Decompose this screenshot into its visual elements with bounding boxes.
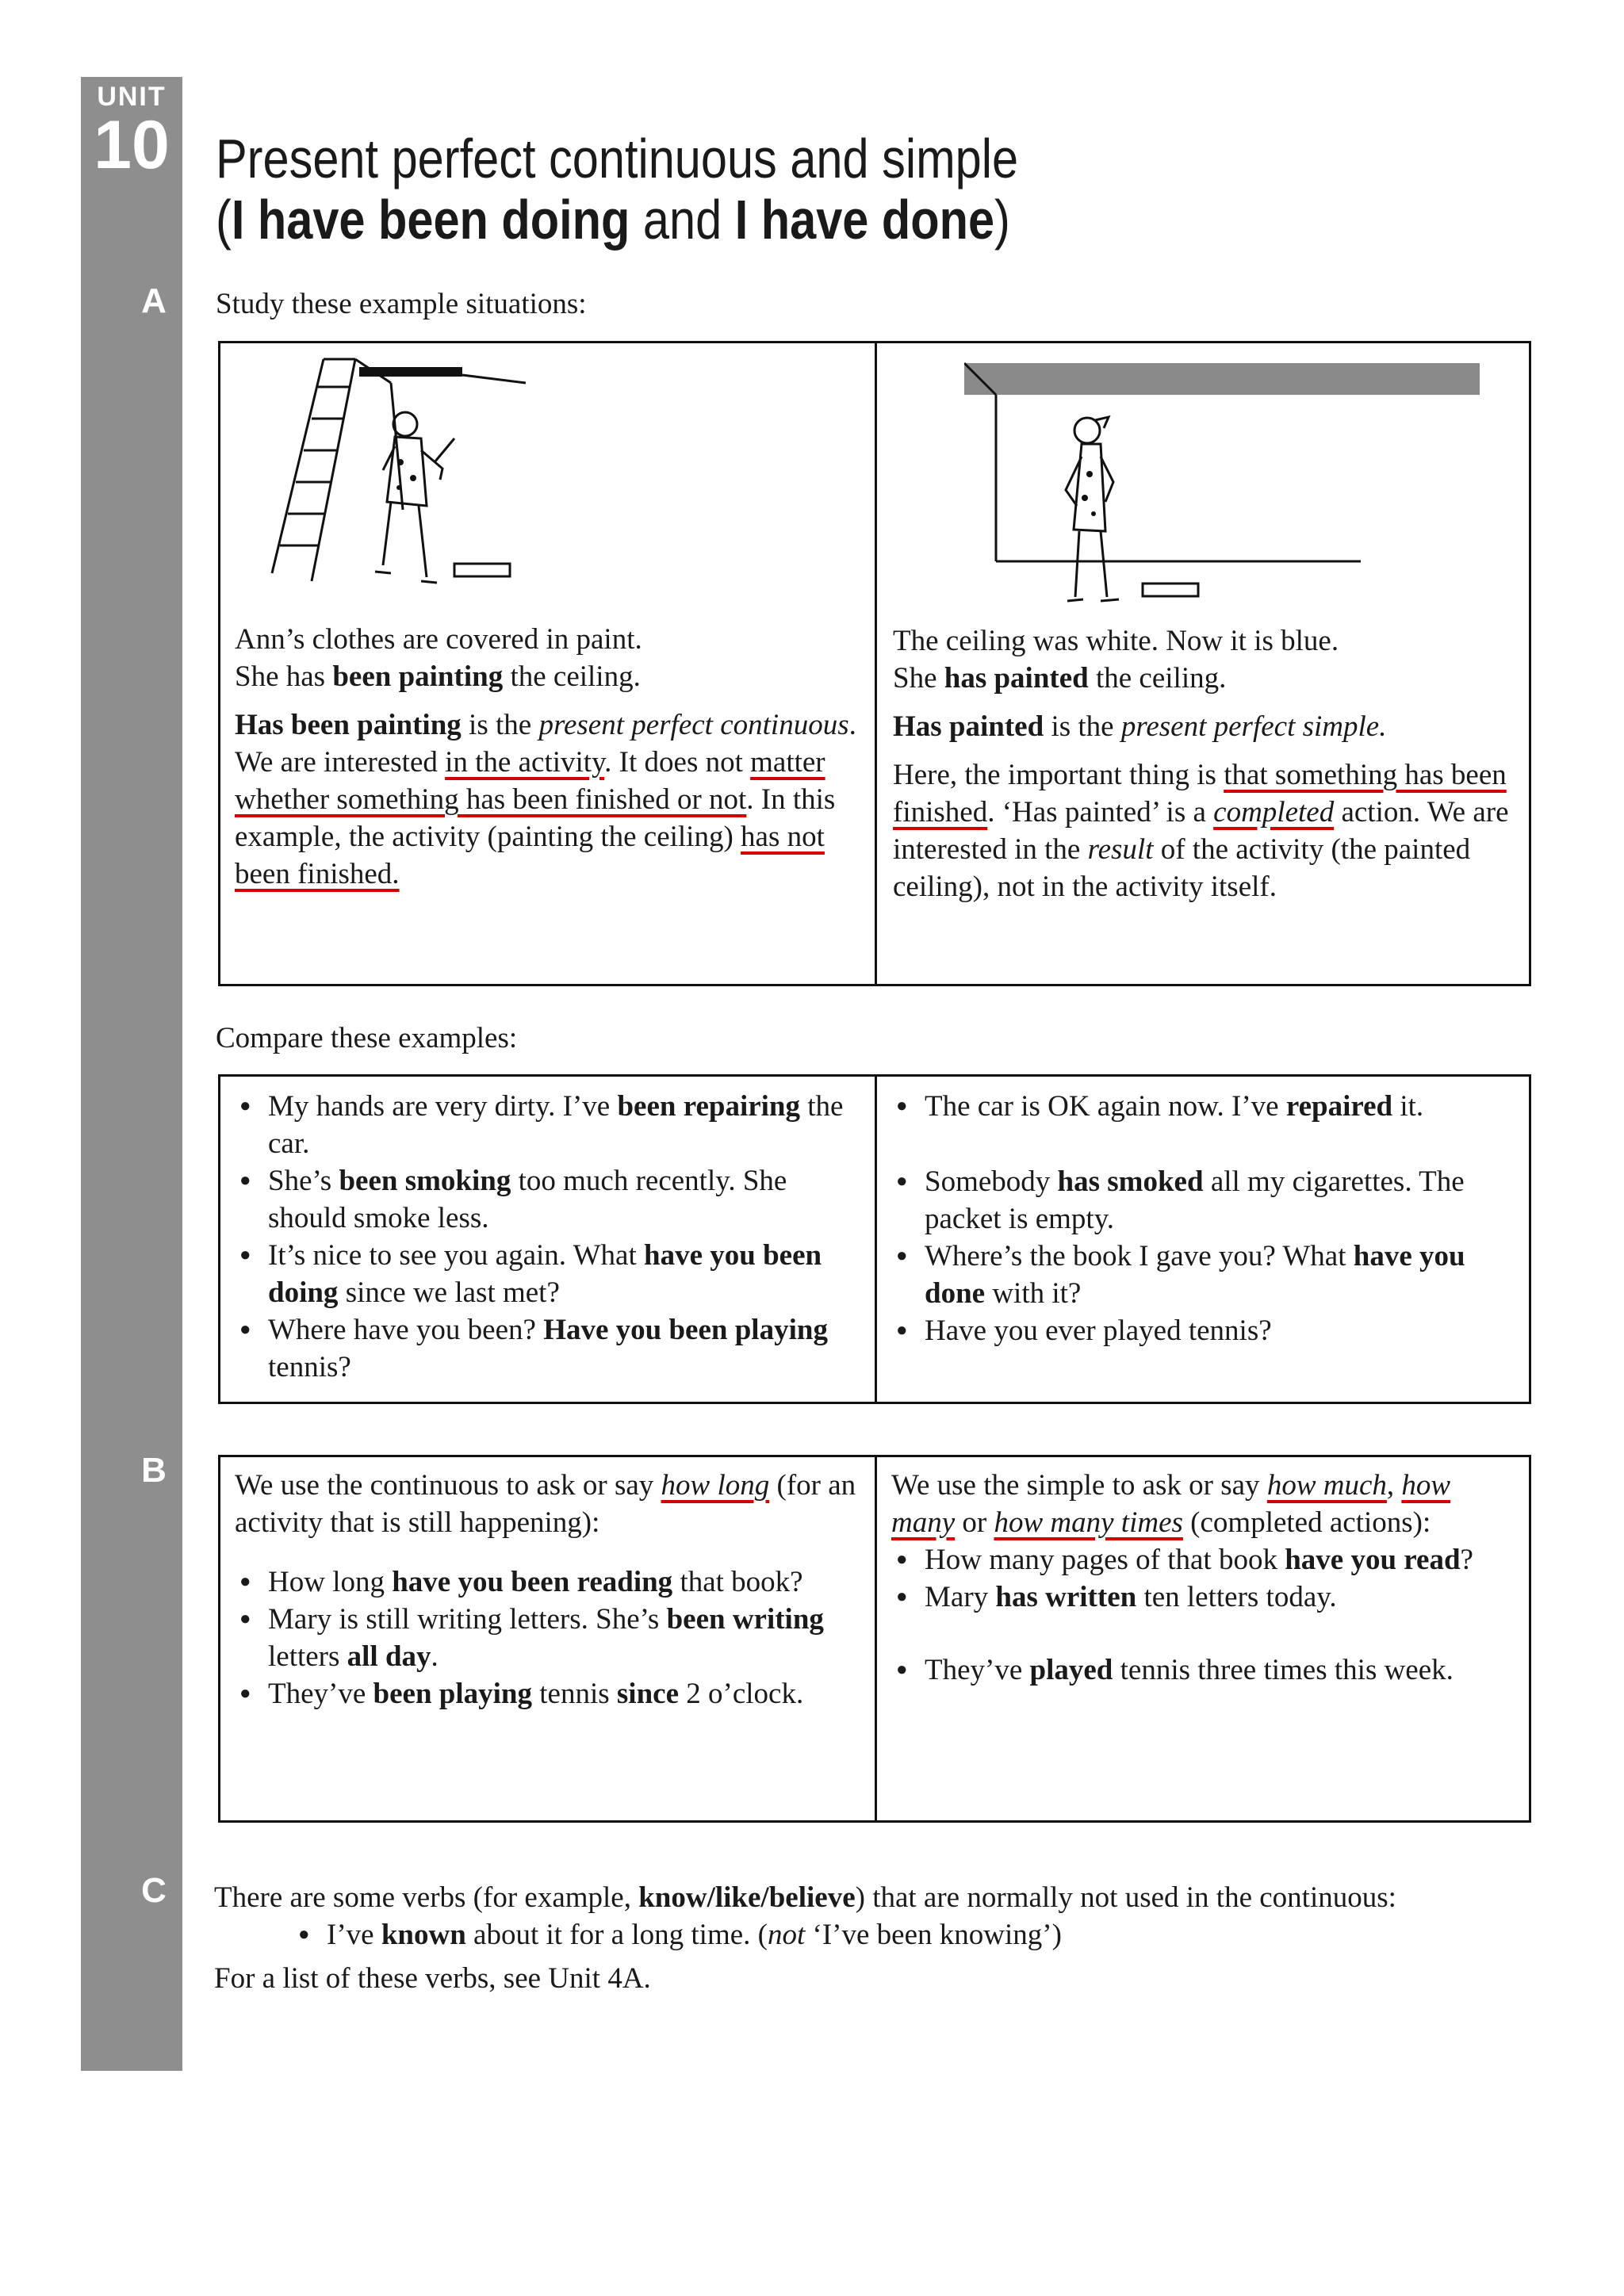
example-text: She’s bbox=[268, 1165, 339, 1197]
example-text: has written bbox=[995, 1581, 1137, 1613]
section-c-example: ● I’ve known about it for a long time. (not ‘I’ve been knowing’) bbox=[293, 1916, 1499, 1954]
example-text: have you been doing bbox=[268, 1239, 822, 1309]
situation-right-line1: The ceiling was white. Now it is blue. bbox=[893, 625, 1339, 657]
example-text: all my cigarettes. The packet is empty. bbox=[925, 1165, 1465, 1235]
example-text: Have you been playing bbox=[543, 1314, 828, 1346]
situations-box bbox=[218, 341, 1531, 986]
section-b-box bbox=[218, 1455, 1531, 1823]
example-text: tennis? bbox=[268, 1351, 351, 1383]
example-text: played bbox=[1029, 1654, 1113, 1686]
section-b-left-list bbox=[235, 1563, 864, 1712]
situation-right-explanation: Here, the important thing is that something has been finished. ‘Has painted’ is a completed action. We are interested in the result of the activity (the painted ceiling), not in the activity itself. bbox=[893, 759, 1509, 903]
situation-left-text bbox=[235, 621, 861, 893]
example-text: 2 o’clock. bbox=[679, 1678, 804, 1710]
example-text: It’s nice to see you again. What bbox=[268, 1239, 645, 1272]
example-item bbox=[235, 1601, 864, 1675]
example-text: Where have you been? bbox=[268, 1314, 544, 1346]
section-b-right bbox=[875, 1457, 1529, 1820]
example-text: been playing bbox=[373, 1678, 532, 1710]
section-b-right-intro: We use the simple to ask or say how much, how many or how many times (completed actions): bbox=[891, 1469, 1451, 1539]
example-text: since bbox=[616, 1678, 679, 1710]
section-a-intro: Study these example situations: bbox=[216, 288, 587, 320]
example-item bbox=[235, 1563, 864, 1601]
situation-right-text bbox=[893, 622, 1519, 905]
example-text: ? bbox=[1460, 1544, 1473, 1576]
example-text: since we last met? bbox=[338, 1276, 560, 1309]
section-c bbox=[214, 1879, 1499, 1997]
compare-right bbox=[875, 1077, 1529, 1402]
example-text: My hands are very dirty. I’ve bbox=[268, 1090, 618, 1123]
example-text: it. bbox=[1392, 1090, 1424, 1123]
example-text: the car. bbox=[268, 1090, 844, 1160]
section-a-marker: A bbox=[141, 281, 167, 320]
example-text: have you been reading bbox=[392, 1566, 673, 1598]
painted-ceiling-illustration bbox=[964, 355, 1519, 617]
section-b-left-intro: We use the continuous to ask or say how long (for an activity that is still happening): bbox=[235, 1469, 856, 1539]
unit-number: 10 bbox=[94, 107, 170, 183]
situation-right-definition: Has painted is the present perfect simple. bbox=[893, 710, 1387, 743]
section-c-paragraph: There are some verbs (for example, know/like/believe) that are normally not used in the continuous: bbox=[214, 1881, 1396, 1914]
example-text: have you done bbox=[925, 1240, 1465, 1310]
example-item bbox=[891, 1088, 1518, 1125]
example-text: They’ve bbox=[268, 1678, 373, 1710]
example-text: tennis bbox=[532, 1678, 617, 1710]
situation-left-line1: Ann’s clothes are covered in paint. bbox=[235, 623, 642, 656]
section-b-right-list bbox=[891, 1541, 1518, 1689]
unit-sidebar bbox=[81, 77, 182, 2071]
page-title-line2: (I have been doing and I have done) bbox=[216, 189, 1010, 251]
example-text: . bbox=[431, 1640, 439, 1673]
example-item bbox=[891, 1651, 1518, 1689]
example-item bbox=[235, 1311, 864, 1386]
compare-right-list bbox=[891, 1088, 1518, 1349]
section-c-reference: For a list of these verbs, see Unit 4A. bbox=[214, 1962, 651, 1995]
example-item bbox=[235, 1675, 864, 1712]
compare-intro: Compare these examples: bbox=[216, 1022, 518, 1054]
example-text: Mary bbox=[925, 1581, 996, 1613]
situation-left-explanation: We are interested in the activity. It does not matter whether something has been finished or not. In this example, the activity (painting the ceiling) has not been finished. bbox=[235, 746, 836, 890]
painter-on-ladder-illustration bbox=[264, 351, 526, 605]
example-text: tennis? bbox=[1181, 1314, 1272, 1347]
example-text: Have you ever played bbox=[925, 1314, 1182, 1347]
compare-box bbox=[218, 1074, 1531, 1404]
section-c-example-list bbox=[293, 1916, 1499, 1954]
example-text: has smoked bbox=[1057, 1165, 1204, 1198]
example-text: that book? bbox=[672, 1566, 803, 1598]
unit-label: UNIT bbox=[97, 82, 167, 112]
example-text: They’ve bbox=[925, 1654, 1030, 1686]
example-text: How long bbox=[268, 1566, 393, 1598]
compare-left bbox=[220, 1077, 875, 1402]
example-text: The car is OK again now. I’ve bbox=[925, 1090, 1286, 1123]
example-item bbox=[891, 1163, 1518, 1238]
example-text: Somebody bbox=[925, 1165, 1058, 1198]
example-item bbox=[891, 1541, 1518, 1578]
example-text: How many pages of that book bbox=[925, 1544, 1285, 1576]
situation-left-definition: Has been painting is the present perfect continuous. bbox=[235, 709, 856, 741]
example-text: been smoking bbox=[339, 1165, 511, 1197]
page-title-line1: Present perfect continuous and simple bbox=[216, 128, 1019, 189]
section-c-marker: C bbox=[141, 1871, 167, 1910]
section-b-marker: B bbox=[141, 1451, 167, 1490]
example-text: repaired bbox=[1285, 1090, 1393, 1123]
situation-left bbox=[220, 343, 875, 984]
example-item bbox=[235, 1162, 864, 1237]
example-text: too much recently. She should smoke less. bbox=[268, 1165, 787, 1234]
example-item bbox=[891, 1238, 1518, 1312]
compare-left-list bbox=[235, 1088, 864, 1386]
example-text: Mary is still writing letters. She’s bbox=[268, 1603, 667, 1636]
situation-right-line2: She has painted the ceiling. bbox=[893, 662, 1227, 695]
situation-right bbox=[875, 343, 1529, 984]
example-text: have you read bbox=[1285, 1544, 1461, 1576]
example-text: tennis three times this week. bbox=[1113, 1654, 1454, 1686]
example-text: letters bbox=[268, 1640, 347, 1673]
example-text: with it? bbox=[985, 1277, 1082, 1310]
situation-left-line2: She has been painting the ceiling. bbox=[235, 660, 641, 693]
section-b-left bbox=[220, 1457, 875, 1820]
example-text: ten letters today. bbox=[1136, 1581, 1337, 1613]
example-item bbox=[891, 1312, 1518, 1349]
example-text: all day bbox=[347, 1640, 431, 1673]
example-text: been repairing bbox=[617, 1090, 801, 1123]
example-item bbox=[891, 1578, 1518, 1616]
example-item bbox=[235, 1088, 864, 1162]
example-text: been writing bbox=[666, 1603, 824, 1636]
example-item bbox=[235, 1237, 864, 1311]
example-text: Where’s the book I gave you? What bbox=[925, 1240, 1354, 1272]
